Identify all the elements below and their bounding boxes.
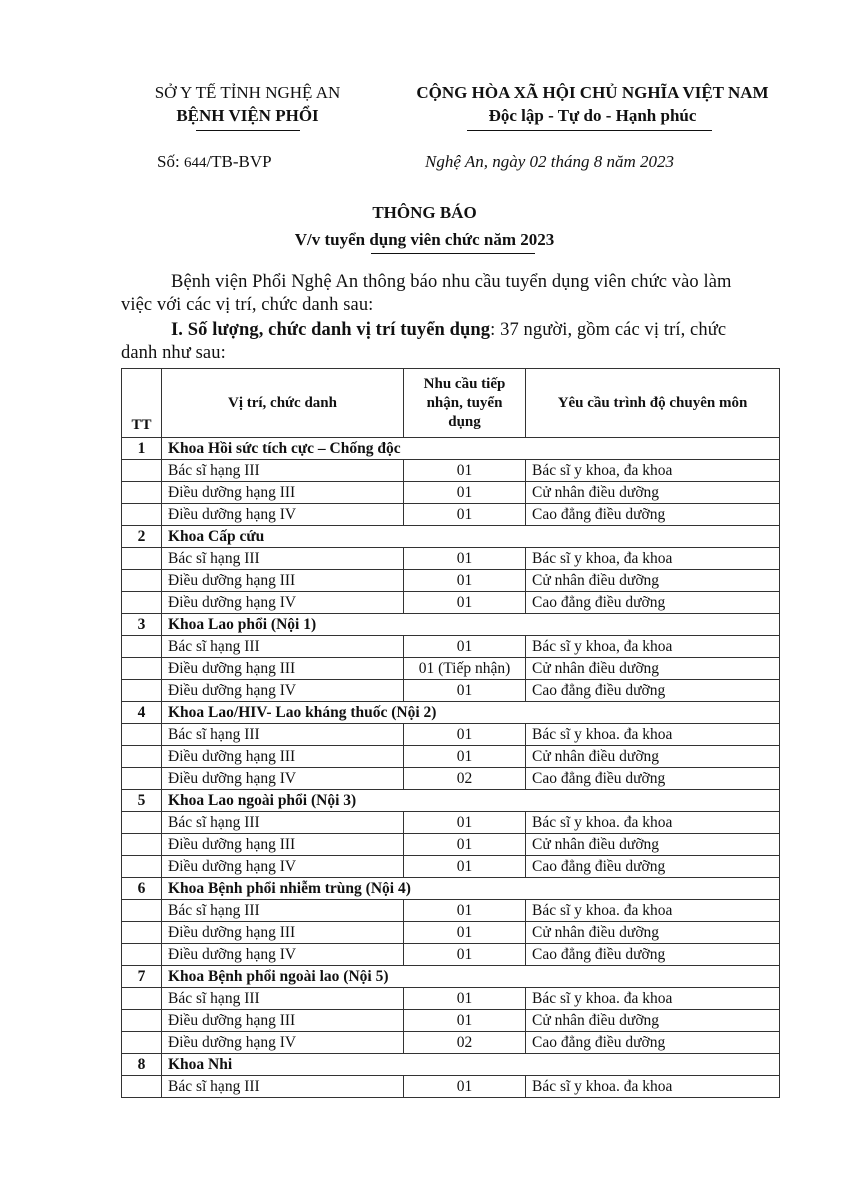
position-cell: Điều dưỡng hạng III bbox=[162, 658, 404, 680]
need-cell: 01 bbox=[404, 636, 526, 658]
empty-tt-cell bbox=[122, 680, 162, 702]
table-row bbox=[122, 592, 780, 614]
table-row bbox=[122, 548, 780, 570]
department-number: 8 bbox=[122, 1054, 162, 1076]
position-cell: Bác sĩ hạng III bbox=[162, 724, 404, 746]
table-row bbox=[122, 1010, 780, 1032]
table-row bbox=[122, 834, 780, 856]
empty-tt-cell bbox=[122, 1032, 162, 1054]
need-cell: 01 bbox=[404, 834, 526, 856]
table-row bbox=[122, 746, 780, 768]
requirement-cell: Cử nhân điều dưỡng bbox=[526, 834, 780, 856]
need-cell: 02 bbox=[404, 1032, 526, 1054]
position-cell: Bác sĩ hạng III bbox=[162, 1076, 404, 1098]
department-row bbox=[122, 1054, 780, 1076]
requirement-cell: Cao đẳng điều dưỡng bbox=[526, 768, 780, 790]
org-name: BỆNH VIỆN PHỔI bbox=[176, 106, 319, 125]
need-cell: 01 bbox=[404, 988, 526, 1010]
requirement-cell: Bác sĩ y khoa, đa khoa bbox=[526, 460, 780, 482]
position-cell: Điều dưỡng hạng IV bbox=[162, 944, 404, 966]
need-cell: 01 bbox=[404, 548, 526, 570]
need-cell: 01 bbox=[404, 922, 526, 944]
empty-tt-cell bbox=[122, 548, 162, 570]
requirement-cell: Cao đẳng điều dưỡng bbox=[526, 944, 780, 966]
department-number: 7 bbox=[122, 966, 162, 988]
department-number: 1 bbox=[122, 438, 162, 460]
position-cell: Điều dưỡng hạng III bbox=[162, 1010, 404, 1032]
recruitment-table bbox=[121, 368, 780, 1098]
department-number: 4 bbox=[122, 702, 162, 724]
empty-tt-cell bbox=[122, 812, 162, 834]
need-cell: 01 bbox=[404, 746, 526, 768]
section-heading bbox=[171, 320, 726, 341]
department-name: Khoa Bệnh phổi nhiễm trùng (Nội 4) bbox=[162, 878, 780, 900]
empty-tt-cell bbox=[122, 460, 162, 482]
place-date: Nghệ An, ngày 02 tháng 8 năm 2023 bbox=[425, 152, 675, 171]
position-cell: Điều dưỡng hạng III bbox=[162, 746, 404, 768]
table-row bbox=[122, 658, 780, 680]
empty-tt-cell bbox=[122, 922, 162, 944]
department-number: 2 bbox=[122, 526, 162, 548]
requirement-cell: Cao đẳng điều dưỡng bbox=[526, 680, 780, 702]
empty-tt-cell bbox=[122, 988, 162, 1010]
need-cell: 01 bbox=[404, 944, 526, 966]
department-row bbox=[122, 438, 780, 460]
table-row bbox=[122, 1076, 780, 1098]
requirement-cell: Cao đẳng điều dưỡng bbox=[526, 856, 780, 878]
empty-tt-cell bbox=[122, 658, 162, 680]
position-cell: Điều dưỡng hạng III bbox=[162, 570, 404, 592]
department-number: 5 bbox=[122, 790, 162, 812]
need-cell: 01 bbox=[404, 812, 526, 834]
department-row bbox=[122, 790, 780, 812]
requirement-cell: Cao đẳng điều dưỡng bbox=[526, 1032, 780, 1054]
table-row bbox=[122, 988, 780, 1010]
position-cell: Điều dưỡng hạng III bbox=[162, 922, 404, 944]
org-parent: SỞ Y TẾ TỈNH NGHỆ AN bbox=[154, 83, 341, 102]
table-row bbox=[122, 922, 780, 944]
section-heading-rest: : 37 người, gồm các vị trí, chức bbox=[490, 320, 727, 340]
notice-title: THÔNG BÁO bbox=[372, 203, 477, 222]
need-cell: 01 bbox=[404, 482, 526, 504]
position-cell: Điều dưỡng hạng III bbox=[162, 834, 404, 856]
position-cell: Điều dưỡng hạng IV bbox=[162, 680, 404, 702]
position-cell: Điều dưỡng hạng III bbox=[162, 482, 404, 504]
requirement-cell: Bác sĩ y khoa, đa khoa bbox=[526, 548, 780, 570]
header-position: Vị trí, chức danh bbox=[162, 369, 404, 438]
department-name: Khoa Nhi bbox=[162, 1054, 780, 1076]
document-number bbox=[157, 152, 272, 172]
requirement-cell: Bác sĩ y khoa. đa khoa bbox=[526, 988, 780, 1010]
department-row bbox=[122, 966, 780, 988]
department-name: Khoa Lao ngoài phổi (Nội 3) bbox=[162, 790, 780, 812]
need-cell: 01 bbox=[404, 592, 526, 614]
position-cell: Bác sĩ hạng III bbox=[162, 548, 404, 570]
requirement-cell: Cử nhân điều dưỡng bbox=[526, 570, 780, 592]
need-cell: 01 (Tiếp nhận) bbox=[404, 658, 526, 680]
header-tt: TT bbox=[122, 369, 162, 438]
header-requirement: Yêu cầu trình độ chuyên môn bbox=[526, 369, 780, 438]
position-cell: Bác sĩ hạng III bbox=[162, 988, 404, 1010]
need-cell: 01 bbox=[404, 460, 526, 482]
intro-line-2: việc với các vị trí, chức danh sau: bbox=[121, 295, 374, 315]
empty-tt-cell bbox=[122, 592, 162, 614]
table-row bbox=[122, 856, 780, 878]
requirement-cell: Cử nhân điều dưỡng bbox=[526, 658, 780, 680]
empty-tt-cell bbox=[122, 1076, 162, 1098]
department-name: Khoa Bệnh phổi ngoài lao (Nội 5) bbox=[162, 966, 780, 988]
need-cell: 01 bbox=[404, 680, 526, 702]
empty-tt-cell bbox=[122, 636, 162, 658]
need-cell: 01 bbox=[404, 1076, 526, 1098]
table-row bbox=[122, 944, 780, 966]
requirement-cell: Bác sĩ y khoa. đa khoa bbox=[526, 1076, 780, 1098]
table-row bbox=[122, 680, 780, 702]
empty-tt-cell bbox=[122, 746, 162, 768]
position-cell: Điều dưỡng hạng IV bbox=[162, 1032, 404, 1054]
table-header-row bbox=[122, 369, 780, 438]
empty-tt-cell bbox=[122, 504, 162, 526]
table-row bbox=[122, 482, 780, 504]
position-cell: Bác sĩ hạng III bbox=[162, 900, 404, 922]
country-name: CỘNG HÒA XÃ HỘI CHỦ NGHĨA VIỆT NAM bbox=[416, 83, 769, 102]
position-cell: Điều dưỡng hạng IV bbox=[162, 856, 404, 878]
need-cell: 01 bbox=[404, 856, 526, 878]
table-row bbox=[122, 504, 780, 526]
requirement-cell: Cao đẳng điều dưỡng bbox=[526, 504, 780, 526]
position-cell: Điều dưỡng hạng IV bbox=[162, 504, 404, 526]
position-cell: Bác sĩ hạng III bbox=[162, 636, 404, 658]
position-cell: Bác sĩ hạng III bbox=[162, 812, 404, 834]
department-name: Khoa Hồi sức tích cực – Chống độc bbox=[162, 438, 780, 460]
empty-tt-cell bbox=[122, 944, 162, 966]
empty-tt-cell bbox=[122, 856, 162, 878]
requirement-cell: Cử nhân điều dưỡng bbox=[526, 1010, 780, 1032]
empty-tt-cell bbox=[122, 570, 162, 592]
doc-no-value: 644 bbox=[183, 155, 207, 171]
requirement-cell: Cử nhân điều dưỡng bbox=[526, 746, 780, 768]
department-number: 6 bbox=[122, 878, 162, 900]
table-row bbox=[122, 1032, 780, 1054]
section-heading-cont: danh như sau: bbox=[121, 343, 226, 363]
section-heading-bold: I. Số lượng, chức danh vị trí tuyển dụng bbox=[171, 320, 491, 340]
intro-line-1: Bệnh viện Phổi Nghệ An thông báo nhu cầu tuyển dụng viên chức vào làm bbox=[171, 272, 732, 292]
need-cell: 01 bbox=[404, 900, 526, 922]
empty-tt-cell bbox=[122, 768, 162, 790]
doc-no-prefix: Số: bbox=[157, 152, 184, 171]
header-need: Nhu cầu tiếp nhận, tuyển dụng bbox=[404, 369, 526, 438]
department-number: 3 bbox=[122, 614, 162, 636]
table-row bbox=[122, 768, 780, 790]
notice-subject: V/v tuyển dụng viên chức năm 2023 bbox=[294, 230, 555, 249]
department-row bbox=[122, 878, 780, 900]
requirement-cell: Cử nhân điều dưỡng bbox=[526, 922, 780, 944]
department-row bbox=[122, 614, 780, 636]
empty-tt-cell bbox=[122, 900, 162, 922]
org-underline bbox=[196, 130, 300, 131]
need-cell: 01 bbox=[404, 1010, 526, 1032]
department-name: Khoa Lao phổi (Nội 1) bbox=[162, 614, 780, 636]
national-motto: Độc lập - Tự do - Hạnh phúc bbox=[488, 106, 697, 125]
position-cell: Điều dưỡng hạng IV bbox=[162, 592, 404, 614]
department-name: Khoa Lao/HIV- Lao kháng thuốc (Nội 2) bbox=[162, 702, 780, 724]
department-name: Khoa Cấp cứu bbox=[162, 526, 780, 548]
need-cell: 02 bbox=[404, 768, 526, 790]
need-cell: 01 bbox=[404, 570, 526, 592]
position-cell: Điều dưỡng hạng IV bbox=[162, 768, 404, 790]
requirement-cell: Bác sĩ y khoa. đa khoa bbox=[526, 900, 780, 922]
table-row bbox=[122, 724, 780, 746]
position-cell: Bác sĩ hạng III bbox=[162, 460, 404, 482]
subject-underline bbox=[371, 253, 535, 254]
table-body bbox=[122, 438, 780, 1098]
empty-tt-cell bbox=[122, 834, 162, 856]
empty-tt-cell bbox=[122, 482, 162, 504]
motto-underline bbox=[467, 130, 712, 131]
table-row bbox=[122, 570, 780, 592]
need-cell: 01 bbox=[404, 724, 526, 746]
requirement-cell: Bác sĩ y khoa. đa khoa bbox=[526, 812, 780, 834]
requirement-cell: Cử nhân điều dưỡng bbox=[526, 482, 780, 504]
table-row bbox=[122, 812, 780, 834]
table-row bbox=[122, 636, 780, 658]
need-cell: 01 bbox=[404, 504, 526, 526]
requirement-cell: Bác sĩ y khoa, đa khoa bbox=[526, 636, 780, 658]
department-row bbox=[122, 702, 780, 724]
table-row bbox=[122, 460, 780, 482]
requirement-cell: Bác sĩ y khoa. đa khoa bbox=[526, 724, 780, 746]
empty-tt-cell bbox=[122, 1010, 162, 1032]
table-row bbox=[122, 900, 780, 922]
empty-tt-cell bbox=[122, 724, 162, 746]
requirement-cell: Cao đẳng điều dưỡng bbox=[526, 592, 780, 614]
department-row bbox=[122, 526, 780, 548]
doc-no-suffix: /TB-BVP bbox=[206, 152, 272, 171]
